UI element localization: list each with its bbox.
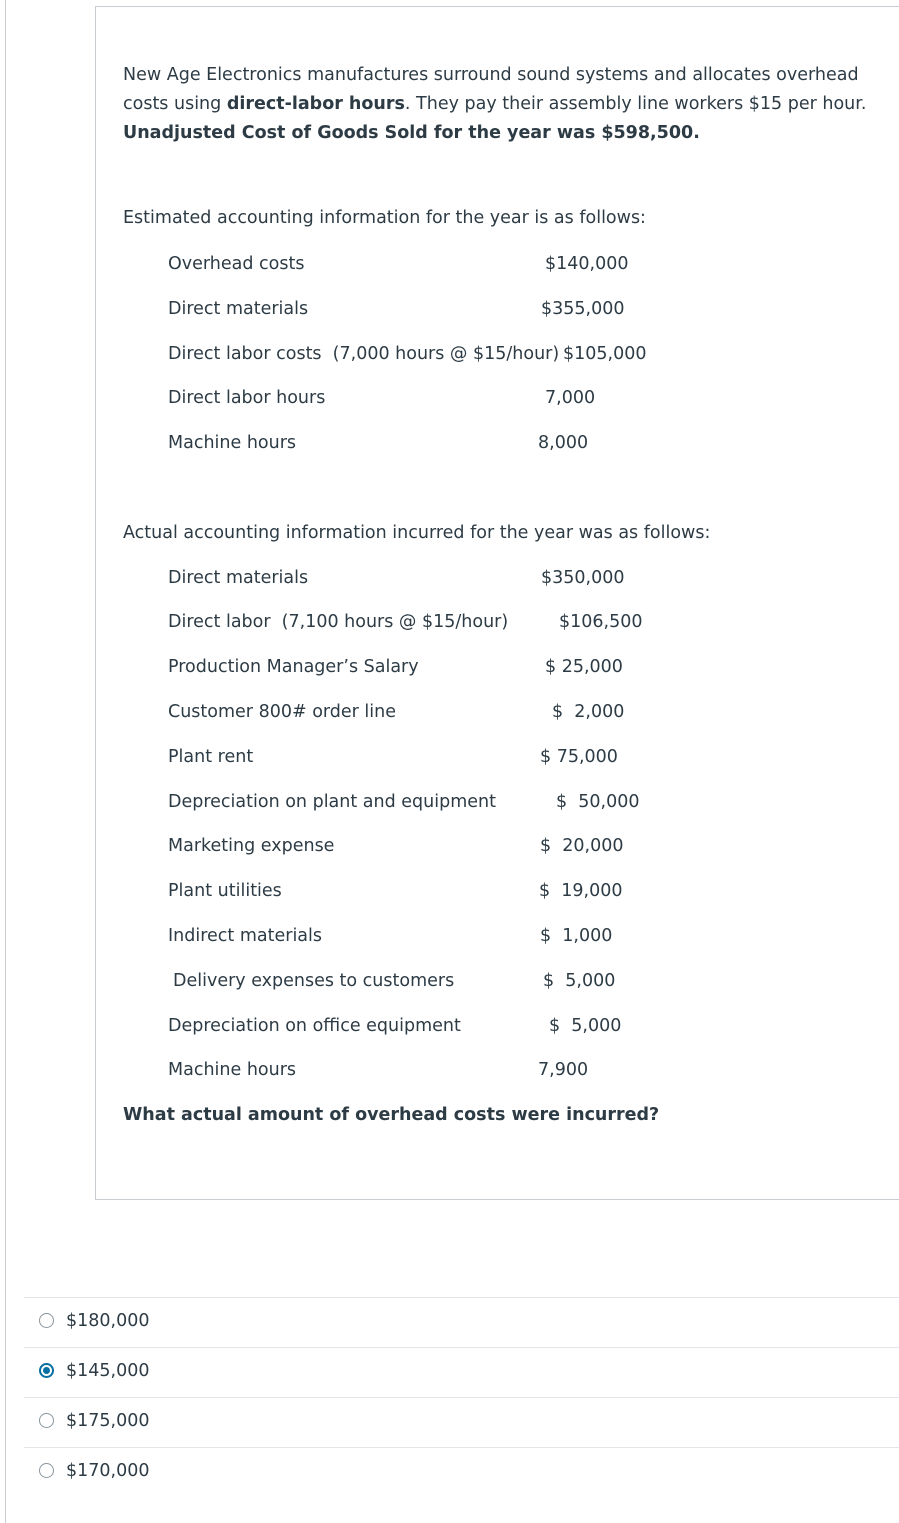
actual-row-value: $ 5,000 (543, 971, 616, 991)
actual-row-label: Plant utilities (168, 881, 282, 901)
estimated-heading: Estimated accounting information for the year is as follows: (123, 208, 646, 228)
actual-row-label: Direct materials (168, 568, 309, 588)
radio-button[interactable] (39, 1413, 54, 1428)
actual-row-value: $ 1,000 (540, 926, 613, 946)
answer-option[interactable] (24, 1297, 899, 1347)
actual-row-value: 7,900 (538, 1060, 589, 1080)
actual-row-value: $106,500 (559, 612, 643, 632)
estimated-row-value: 8,000 (538, 433, 589, 453)
intro-bold-2: Unadjusted Cost of Goods Sold for the year was $598,500. (123, 123, 700, 143)
radio-button[interactable] (39, 1463, 54, 1478)
radio-button[interactable] (39, 1313, 54, 1328)
estimated-row-value: $140,000 (545, 254, 629, 274)
actual-row-value: $350,000 (541, 568, 625, 588)
actual-row-label: Plant rent (168, 747, 254, 767)
actual-row-value: $ 2,000 (552, 702, 625, 722)
answer-label: $170,000 (66, 1461, 150, 1481)
actual-row-label: Depreciation on plant and equipment (168, 792, 496, 812)
question-intro (123, 61, 883, 148)
actual-row-label: Indirect materials (168, 926, 323, 946)
answer-label: $145,000 (66, 1361, 150, 1381)
actual-row-value: $ 20,000 (540, 836, 624, 856)
actual-row-value: $ 50,000 (556, 792, 640, 812)
question-prompt: What actual amount of overhead costs were incurred? (123, 1105, 660, 1125)
answer-list (24, 1297, 899, 1497)
estimated-row-label: Overhead costs (168, 254, 305, 274)
radio-button-selected[interactable] (39, 1363, 54, 1378)
actual-row-value: $ 19,000 (539, 881, 623, 901)
actual-row-label: Marketing expense (168, 836, 335, 856)
answer-option[interactable] (24, 1447, 899, 1497)
estimated-row-label: Direct labor costs (7,000 hours @ $15/hour) (168, 344, 560, 364)
answer-option[interactable] (24, 1397, 899, 1447)
estimated-row-value: $105,000 (563, 344, 647, 364)
actual-row-label: Machine hours (168, 1060, 297, 1080)
actual-row-label: Customer 800# order line (168, 702, 397, 722)
answer-label: $175,000 (66, 1411, 150, 1431)
actual-row-label: Delivery expenses to customers (173, 971, 455, 991)
estimated-row-label: Direct labor hours (168, 388, 326, 408)
estimated-row-value: 7,000 (545, 388, 596, 408)
estimated-row-label: Direct materials (168, 299, 309, 319)
actual-row-label: Direct labor (7,100 hours @ $15/hour) (168, 612, 509, 632)
actual-row-label: Depreciation on office equipment (168, 1016, 461, 1036)
intro-text-2: . They pay their assembly line workers $15 per hour. (404, 94, 867, 114)
actual-row-value: $ 25,000 (545, 657, 623, 677)
answer-option-selected[interactable] (24, 1347, 899, 1397)
answer-label: $180,000 (66, 1311, 150, 1331)
estimated-row-label: Machine hours (168, 433, 297, 453)
actual-heading: Actual accounting information incurred for the year was as follows: (123, 523, 711, 543)
intro-bold-1: direct-labor hours (226, 94, 405, 114)
actual-row-label: Production Manager’s Salary (168, 657, 419, 677)
intro-text-1: New Age Electronics manufactures surround sound systems and allocates overhead costs using (123, 65, 859, 114)
estimated-row-value: $355,000 (541, 299, 625, 319)
actual-row-value: $ 5,000 (549, 1016, 622, 1036)
actual-row-value: $ 75,000 (540, 747, 618, 767)
page-left-border (5, 0, 6, 1523)
